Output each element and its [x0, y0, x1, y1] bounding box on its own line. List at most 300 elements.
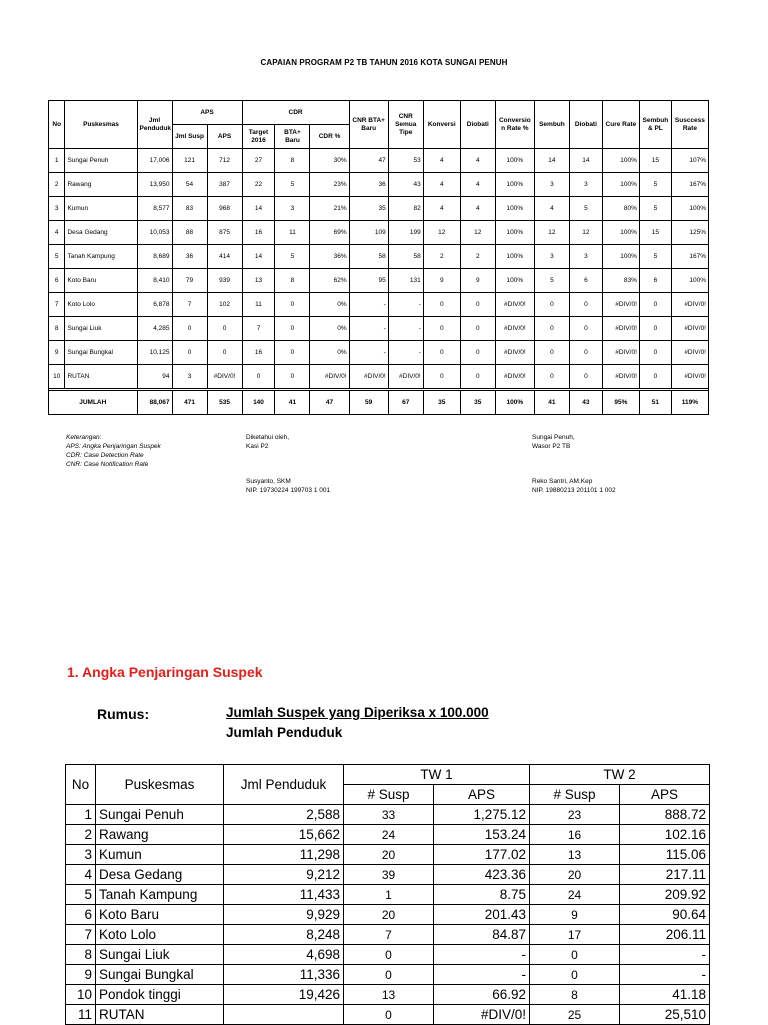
total-cell: 471	[172, 391, 207, 415]
aps-table-cell: 888.72	[620, 805, 710, 825]
table-cell: 12	[569, 221, 602, 245]
table-cell: 6	[49, 269, 65, 293]
table-cell: 69%	[310, 221, 349, 245]
header-diobati: Diobati	[460, 101, 495, 149]
header-jml-penduduk: Jml Penduduk	[137, 101, 172, 149]
aps-table-cell: Pondok tinggi	[96, 985, 224, 1005]
table-cell: 9	[423, 269, 460, 293]
header-sembuh-pl: Sembuh & PL	[639, 101, 671, 149]
table-cell: 100%	[495, 149, 534, 173]
table-cell: 4	[423, 149, 460, 173]
table-cell: 8,689	[137, 245, 172, 269]
aps-table-cell: 2,588	[224, 805, 344, 825]
aps-table-cell: 66.92	[434, 985, 530, 1005]
signature-name: Susyanto, SKM	[246, 478, 291, 485]
aps-table-cell: Rawang	[96, 825, 224, 845]
aps-table-cell: 90.64	[620, 905, 710, 925]
total-label: JUMLAH	[49, 391, 138, 415]
table-cell: 6,878	[137, 293, 172, 317]
table-cell: 79	[172, 269, 207, 293]
aps-table-cell: RUTAN	[96, 1005, 224, 1025]
table-cell: #DIV/0!	[495, 293, 534, 317]
header-jml-susp: Jml Susp	[172, 125, 207, 149]
total-cell: 535	[207, 391, 242, 415]
table-cell: 5	[534, 269, 569, 293]
table-cell: #DIV/0!	[495, 317, 534, 341]
table-cell: 58	[388, 245, 423, 269]
table-cell: 7	[172, 293, 207, 317]
aps-table-cell: Koto Lolo	[96, 925, 224, 945]
table-cell: 14	[569, 149, 602, 173]
table-cell: 0	[569, 341, 602, 365]
aps-table-cell: 11	[66, 1005, 96, 1025]
table-cell: 121	[172, 149, 207, 173]
table-cell: 10,053	[137, 221, 172, 245]
place-line: Wasor P2 TB	[532, 443, 571, 450]
header-diobati-2: Diobati	[569, 101, 602, 149]
total-cell: 41	[275, 391, 310, 415]
table-cell: #DIV/0!	[310, 365, 349, 389]
total-cell: 41	[534, 391, 569, 415]
table-cell: 0%	[310, 317, 349, 341]
header-cdr-pct: CDR %	[310, 125, 349, 149]
table-cell: 5	[569, 197, 602, 221]
table-cell: 102	[207, 293, 242, 317]
table-cell: 4	[460, 197, 495, 221]
table-cell: #DIV/0!	[671, 341, 708, 365]
aps-table-cell: 1,275.12	[434, 805, 530, 825]
aps-header-susp-tw1: # Susp	[344, 785, 434, 805]
aps-table-cell: 84.87	[434, 925, 530, 945]
table-cell: 199	[388, 221, 423, 245]
table-cell: 0%	[310, 293, 349, 317]
header-puskesmas: Puskesmas	[65, 101, 137, 149]
table-cell: 4,285	[137, 317, 172, 341]
table-cell: 9	[460, 269, 495, 293]
table-cell: 95	[349, 269, 388, 293]
table-cell: 1	[49, 149, 65, 173]
aps-table-row	[66, 845, 710, 865]
table-row	[49, 365, 709, 389]
header-aps-value: APS	[207, 125, 242, 149]
aps-table-cell: 20	[530, 865, 620, 885]
aps-table-cell: 5	[66, 885, 96, 905]
aps-table	[65, 764, 710, 1025]
table-cell: 15	[639, 221, 671, 245]
table-cell: 100%	[602, 245, 639, 269]
table-cell: 15	[639, 149, 671, 173]
table-cell: 36	[349, 173, 388, 197]
table-cell: 53	[388, 149, 423, 173]
legend-notes	[66, 433, 161, 469]
table-cell: 6	[639, 269, 671, 293]
table-cell: 167%	[671, 173, 708, 197]
aps-table-row	[66, 945, 710, 965]
total-row	[49, 391, 709, 415]
table-cell: 4	[423, 197, 460, 221]
table-cell: 0	[460, 293, 495, 317]
table-cell: 21%	[310, 197, 349, 221]
table-cell: 11	[275, 221, 310, 245]
table-cell: 88	[172, 221, 207, 245]
aps-table-cell: Desa Gedang	[96, 865, 224, 885]
table-cell: 10,125	[137, 341, 172, 365]
aps-table-cell: 19,426	[224, 985, 344, 1005]
table-cell: -	[349, 341, 388, 365]
table-cell: 14	[534, 149, 569, 173]
table-cell: 2	[49, 173, 65, 197]
table-row	[49, 221, 709, 245]
table-cell: 5	[639, 197, 671, 221]
table-cell: 5	[639, 173, 671, 197]
table-cell: #DIV/0!	[495, 365, 534, 389]
aps-table-cell: 20	[344, 845, 434, 865]
table-row	[49, 317, 709, 341]
table-cell: #DIV/0!	[388, 365, 423, 389]
table-cell: 0	[275, 293, 310, 317]
table-cell: 36	[172, 245, 207, 269]
aps-table-cell: 11,336	[224, 965, 344, 985]
table-row	[49, 293, 709, 317]
header-conversion-rate: Conversio n Rate %	[495, 101, 534, 149]
total-cell: 51	[639, 391, 671, 415]
aps-table-cell: Sungai Liuk	[96, 945, 224, 965]
total-cell: 35	[423, 391, 460, 415]
aps-table-cell: 33	[344, 805, 434, 825]
aps-table-cell: 10	[66, 985, 96, 1005]
aps-table-cell: Kumun	[96, 845, 224, 865]
aps-table-cell: 8.75	[434, 885, 530, 905]
aps-table-cell: 2	[66, 825, 96, 845]
table-cell: 5	[275, 245, 310, 269]
table-cell: 58	[349, 245, 388, 269]
table-cell: 12	[423, 221, 460, 245]
table-cell: 4	[423, 173, 460, 197]
table-cell: -	[388, 341, 423, 365]
table-cell: 875	[207, 221, 242, 245]
table-cell: 10	[49, 365, 65, 389]
table-cell: Sungai Bungkal	[65, 341, 137, 365]
table-cell: 4	[49, 221, 65, 245]
aps-table-cell: 102.16	[620, 825, 710, 845]
total-cell: 59	[349, 391, 388, 415]
signature-name: Reko Santri, AM.Kep	[532, 478, 593, 485]
aps-table-cell: 9	[530, 905, 620, 925]
table-cell: #DIV/0!	[602, 341, 639, 365]
aps-table-cell: 11,298	[224, 845, 344, 865]
table-cell: 8,410	[137, 269, 172, 293]
header-bta-baru: BTA+ Baru	[275, 125, 310, 149]
aps-table-cell: 9	[66, 965, 96, 985]
aps-table-cell: Sungai Penuh	[96, 805, 224, 825]
table-cell: 8,577	[137, 197, 172, 221]
aps-table-cell: 25	[530, 1005, 620, 1025]
table-cell: 12	[534, 221, 569, 245]
table-cell: 0	[423, 365, 460, 389]
aps-table-cell: #DIV/0!	[434, 1005, 530, 1025]
table-cell: 0	[207, 317, 242, 341]
table-cell: 7	[49, 293, 65, 317]
table-cell: 83	[172, 197, 207, 221]
aps-table-cell: 9,212	[224, 865, 344, 885]
table-row	[49, 197, 709, 221]
table-cell: 0	[569, 365, 602, 389]
table-cell: 16	[242, 341, 275, 365]
aps-table-cell: 4,698	[224, 945, 344, 965]
formula-label: Rumus:	[97, 706, 150, 722]
table-cell: 3	[49, 197, 65, 221]
aps-table-cell: 17	[530, 925, 620, 945]
total-cell: 35	[460, 391, 495, 415]
table-cell: #DIV/0!	[671, 365, 708, 389]
table-cell: 0	[460, 317, 495, 341]
aps-table-cell: 16	[530, 825, 620, 845]
table-row	[49, 173, 709, 197]
table-cell: 107%	[671, 149, 708, 173]
table-cell: 0	[534, 293, 569, 317]
table-cell: 387	[207, 173, 242, 197]
aps-table-cell: Koto Baru	[96, 905, 224, 925]
header-target: Target 2016	[242, 125, 275, 149]
aps-table-row	[66, 925, 710, 945]
table-cell: 0	[423, 317, 460, 341]
aps-table-row	[66, 965, 710, 985]
header-aps: APS	[172, 101, 242, 125]
aps-table-cell: 3	[66, 845, 96, 865]
notes-line: CNR: Case Notification Rate	[66, 461, 149, 468]
table-cell: 22	[242, 173, 275, 197]
table-cell: 30%	[310, 149, 349, 173]
table-cell: 83%	[602, 269, 639, 293]
table-cell: #DIV/0!	[602, 293, 639, 317]
table-cell: 62%	[310, 269, 349, 293]
aps-table-row	[66, 905, 710, 925]
table-cell: 0	[275, 317, 310, 341]
table-cell: 100%	[495, 173, 534, 197]
table-cell: 100%	[495, 221, 534, 245]
aps-table-row	[66, 825, 710, 845]
aps-table-cell: 0	[530, 945, 620, 965]
table-cell: 9	[49, 341, 65, 365]
notes-line: CDR: Case Detection Rate	[66, 452, 144, 459]
table-cell: 36%	[310, 245, 349, 269]
total-cell: 47	[310, 391, 349, 415]
table-cell: 8	[275, 149, 310, 173]
table-cell: 12	[460, 221, 495, 245]
table-cell: 712	[207, 149, 242, 173]
aps-table-cell: -	[620, 965, 710, 985]
table-cell: 100%	[671, 197, 708, 221]
table-cell: 7	[242, 317, 275, 341]
table-cell: 23%	[310, 173, 349, 197]
aps-table-cell: 41.18	[620, 985, 710, 1005]
table-cell: 5	[49, 245, 65, 269]
formula-numerator: Jumlah Suspek yang Diperiksa x 100.000	[226, 705, 489, 720]
table-cell: 167%	[671, 245, 708, 269]
table-cell: 100%	[602, 149, 639, 173]
aps-header-no: No	[66, 765, 96, 805]
table-cell: RUTAN	[65, 365, 137, 389]
aps-header-aps-tw1: APS	[434, 785, 530, 805]
table-cell: 100%	[602, 221, 639, 245]
table-cell: 131	[388, 269, 423, 293]
aps-table-cell: 39	[344, 865, 434, 885]
aps-table-cell: 8	[66, 945, 96, 965]
table-cell: 0	[172, 317, 207, 341]
aps-table-cell: 0	[530, 965, 620, 985]
aps-table-cell: -	[620, 945, 710, 965]
table-cell: 27	[242, 149, 275, 173]
aps-header-susp-tw2: # Susp	[530, 785, 620, 805]
table-cell: 94	[137, 365, 172, 389]
aps-table-cell: 24	[344, 825, 434, 845]
table-cell: 3	[534, 245, 569, 269]
total-cell: 88,067	[137, 391, 172, 415]
table-cell: 0	[172, 341, 207, 365]
table-cell: 100%	[495, 245, 534, 269]
table-cell: Koto Baru	[65, 269, 137, 293]
aps-table-cell: 8	[530, 985, 620, 1005]
table-cell: 0	[639, 317, 671, 341]
table-cell: 100%	[671, 269, 708, 293]
table-row	[49, 149, 709, 173]
table-cell: #DIV/0!	[671, 293, 708, 317]
notes-line: Keterangan:	[66, 434, 102, 441]
aps-table-row	[66, 1005, 710, 1025]
table-cell: #DIV/0!	[207, 365, 242, 389]
total-cell: 140	[242, 391, 275, 415]
table-cell: 13	[242, 269, 275, 293]
section-title: 1. Angka Penjaringan Suspek	[67, 664, 263, 680]
signature-nip: NIP. 19730224 199703 1 001	[246, 487, 331, 494]
aps-table-cell: 6	[66, 905, 96, 925]
table-cell: 4	[460, 173, 495, 197]
aps-table-cell: 209.92	[620, 885, 710, 905]
aps-table-cell: 0	[344, 965, 434, 985]
header-cure-rate: Cure Rate	[602, 101, 639, 149]
table-row	[49, 245, 709, 269]
table-cell: 0	[534, 341, 569, 365]
table-cell: 14	[242, 197, 275, 221]
approval-label	[246, 433, 289, 451]
aps-table-cell: 7	[66, 925, 96, 945]
formula-denominator: Jumlah Penduduk	[226, 725, 343, 740]
table-cell: 4	[460, 149, 495, 173]
aps-table-row	[66, 885, 710, 905]
place-label	[532, 433, 575, 451]
table-cell: -	[388, 317, 423, 341]
aps-table-cell: 23	[530, 805, 620, 825]
table-cell: 0	[569, 293, 602, 317]
aps-table-cell: 177.02	[434, 845, 530, 865]
table-cell: 100%	[495, 269, 534, 293]
table-cell: 3	[534, 173, 569, 197]
header-cdr: CDR	[242, 101, 349, 125]
table-cell: 100%	[495, 197, 534, 221]
table-cell: -	[349, 317, 388, 341]
total-cell: 95%	[602, 391, 639, 415]
header-cnr-semua: CNR Semua Tipe	[388, 101, 423, 149]
aps-table-cell: 0	[344, 945, 434, 965]
table-cell: 3	[172, 365, 207, 389]
table-cell: 3	[569, 173, 602, 197]
table-cell: #DIV/0!	[671, 317, 708, 341]
total-cell: 67	[388, 391, 423, 415]
aps-table-row	[66, 865, 710, 885]
aps-table-row	[66, 985, 710, 1005]
aps-table-cell: 25,510	[620, 1005, 710, 1025]
aps-table-cell: 13	[530, 845, 620, 865]
table-cell: 0	[460, 365, 495, 389]
table-cell: 4	[534, 197, 569, 221]
table-cell: 0	[423, 293, 460, 317]
table-cell: 2	[423, 245, 460, 269]
aps-header-tw2: TW 2	[530, 765, 710, 785]
aps-table-cell: 0	[344, 1005, 434, 1025]
table-cell: 414	[207, 245, 242, 269]
table-cell: 0	[639, 293, 671, 317]
table-cell: 0	[639, 341, 671, 365]
aps-table-cell: 20	[344, 905, 434, 925]
table-cell: 0%	[310, 341, 349, 365]
table-cell: #DIV/0!	[349, 365, 388, 389]
aps-table-cell	[224, 1005, 344, 1025]
table-cell: Rawang	[65, 173, 137, 197]
report-title: CAPAIAN PROGRAM P2 TB TAHUN 2016 KOTA SUNGAI PENUH	[260, 58, 508, 67]
aps-table-cell: 206.11	[620, 925, 710, 945]
table-cell: #DIV/0!	[495, 341, 534, 365]
aps-header-aps-tw2: APS	[620, 785, 710, 805]
table-cell: 0	[423, 341, 460, 365]
aps-table-cell: 1	[66, 805, 96, 825]
total-cell: 43	[569, 391, 602, 415]
header-success-rate: Susccess Rate	[671, 101, 708, 149]
aps-table-cell: 15,662	[224, 825, 344, 845]
aps-table-cell: Tanah Kampung	[96, 885, 224, 905]
table-cell: Desa Gedang	[65, 221, 137, 245]
table-cell: -	[388, 293, 423, 317]
header-no: No	[49, 101, 65, 149]
table-cell: 125%	[671, 221, 708, 245]
table-cell: 3	[569, 245, 602, 269]
table-cell: #DIV/0!	[602, 317, 639, 341]
table-cell: 16	[242, 221, 275, 245]
aps-table-cell: 13	[344, 985, 434, 1005]
table-row	[49, 269, 709, 293]
approval-line: Diketahui oleh,	[246, 434, 289, 441]
table-cell: Koto Lolo	[65, 293, 137, 317]
aps-table-cell: 8,248	[224, 925, 344, 945]
aps-table-cell: -	[434, 945, 530, 965]
table-cell: 13,950	[137, 173, 172, 197]
aps-header-puskesmas: Puskesmas	[96, 765, 224, 805]
aps-table-cell: -	[434, 965, 530, 985]
table-cell: 109	[349, 221, 388, 245]
table-cell: #DIV/0!	[602, 365, 639, 389]
table-cell: Sungai Liuk	[65, 317, 137, 341]
table-cell: 968	[207, 197, 242, 221]
table-cell: 0	[242, 365, 275, 389]
aps-table-cell: 201.43	[434, 905, 530, 925]
signature-kasi	[246, 477, 330, 495]
table-cell: 3	[275, 197, 310, 221]
notes-line: APS: Angka Penjaringan Suspek	[66, 443, 161, 450]
table-cell: 0	[534, 317, 569, 341]
table-cell: 5	[275, 173, 310, 197]
header-konversi: Konversi	[423, 101, 460, 149]
aps-table-cell: 1	[344, 885, 434, 905]
table-cell: 82	[388, 197, 423, 221]
